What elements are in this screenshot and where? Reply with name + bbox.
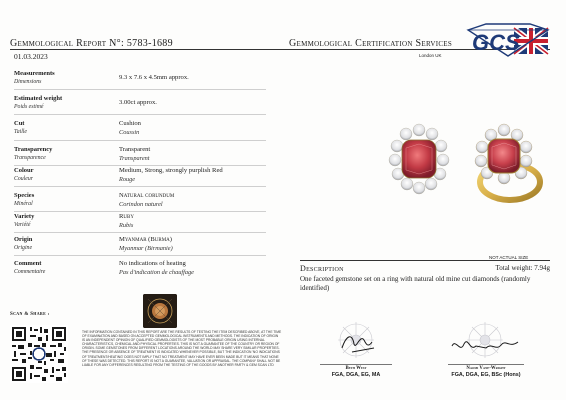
gcs-logo-icon bbox=[464, 22, 550, 58]
signature-line bbox=[320, 364, 392, 365]
field-label-fr: Commentaire bbox=[14, 269, 46, 275]
org-location: London UK bbox=[419, 53, 442, 58]
divider bbox=[14, 114, 266, 115]
field-value: No indications of heating bbox=[119, 260, 186, 267]
divider bbox=[14, 232, 266, 233]
field-label: Origin bbox=[14, 236, 33, 243]
qr-code-icon[interactable] bbox=[10, 325, 68, 383]
field-value: 3.00ct approx. bbox=[119, 99, 157, 106]
field-value-fr: Myanmar (Birmanie) bbox=[119, 245, 173, 252]
org-title: Gemmological Certification Services bbox=[289, 38, 453, 49]
field-label-fr: Minéral bbox=[14, 201, 33, 207]
signature-1-icon bbox=[316, 318, 396, 364]
description-title: Description bbox=[300, 264, 344, 273]
scan-share-label: Scan & Share › bbox=[10, 312, 50, 317]
svg-text:GCS: GCS bbox=[472, 30, 520, 55]
ring-top-view-image bbox=[384, 118, 454, 198]
field-label: Species bbox=[14, 192, 35, 199]
field-value: Ruby bbox=[119, 213, 134, 220]
security-hologram-icon bbox=[143, 294, 177, 328]
signatory-2-name: Naomi Vane-Wright bbox=[466, 366, 506, 371]
field-label-fr: Variété bbox=[14, 222, 31, 228]
field-value: Cushion bbox=[119, 120, 141, 127]
field-label: Cut bbox=[14, 120, 25, 127]
field-value: Natural corundum bbox=[119, 192, 175, 199]
field-label-fr: Origine bbox=[14, 245, 33, 251]
field-value-fr: Pas d'indication de chauffage bbox=[119, 269, 194, 276]
field-value: Medium, Strong, strongly purplish Red bbox=[119, 167, 223, 174]
divider bbox=[14, 165, 266, 166]
field-value: Myanmar (Burma) bbox=[119, 236, 172, 243]
description-text: One faceted gemstone set on a ring with natural old mine cut diamonds (randomly identified) bbox=[300, 275, 531, 292]
field-label: Estimated weight bbox=[14, 95, 63, 102]
field-label-fr: Couleur bbox=[14, 176, 34, 182]
field-value-fr: Rouge bbox=[119, 176, 136, 183]
field-label: Measurements bbox=[14, 70, 55, 77]
field-value: 9.3 x 7.6 x 4.5mm approx. bbox=[119, 74, 189, 81]
field-label-fr: Dimensions bbox=[14, 79, 42, 85]
total-weight: Total weight: 7.94g bbox=[495, 264, 550, 272]
field-value: Transparent bbox=[119, 146, 151, 153]
report-date: 01.03.2023 bbox=[14, 52, 48, 61]
field-label-fr: Taille bbox=[14, 129, 27, 135]
description-rule bbox=[300, 260, 550, 261]
not-actual-size-note: NOT ACTUAL SIZE bbox=[489, 255, 529, 260]
field-label: Comment bbox=[14, 260, 42, 267]
report-number: 5783-1689 bbox=[126, 38, 173, 49]
divider bbox=[14, 186, 266, 187]
divider bbox=[14, 89, 266, 90]
field-value-fr: Corindon naturel bbox=[119, 201, 163, 208]
divider bbox=[14, 255, 266, 256]
signatory-2-credentials: FGA, DGA, EG, BSc (Hons) bbox=[451, 372, 521, 378]
field-label: Transparency bbox=[14, 146, 53, 153]
divider bbox=[14, 211, 266, 212]
divider bbox=[14, 140, 266, 141]
field-label: Colour bbox=[14, 167, 34, 174]
field-value-fr: Coussin bbox=[119, 129, 140, 136]
field-label-fr: Poids estimé bbox=[14, 104, 44, 110]
disclaimer-text: THE INFORMATION CONTAINED IN THIS REPORT ARE THE RESULTS OF TESTING THE ITEM DESCRIBED ABOVE, AT THE TIME OF EXAMINATION AND BASED ON ACCEPTED GEMMOLOGICAL INSTRUMENTS AND METHODS. THE INDICATION OF ORIGIN IS AN INDEPENDENT OPINION OF QUALIFIED GEMMOLOGISTS OF THE MOST PROBABLE ORIGIN USING INTERNAL CHARACTERISTICS, CHEMICAL AND PHYSICAL PROPERTIES. THIS IS NOT A GUARANTEE OF THE COUNTRY OR REGION OF ORIGIN. SOME GEMSTONES FROM DIFFERENT LOCATIONS AROUND THE WORLD MAY SHARE VERY SIMILAR PROPERTIES. THE PRESENCE OR ABSENCE OF TREATMENT IS INDICATED WHENEVER POSSIBLE, BUT THE INDICATION 'NO INDICATIONS OF TREATMENT/HEATING' DOES NOT IMPLY THAT NO TREATMENT MAY HAVE EVER BEEN MADE BUT IT MEANS THAT NONE OF THESE WAS DETECTED. THIS REPORT IS NOT A GUARANTEE, VALUATION OR APPRAISAL. THE COMPANY SHALL NOT BE LIABLE FOR ANY DIFFERENCES RESULTING FROM THE TESTING OF THE GOODS BY ANOTHER PARTY & GEM SCAN LTD bbox=[82, 330, 282, 367]
field-value-fr: Rubis bbox=[119, 222, 134, 229]
signature-2-icon bbox=[440, 318, 530, 364]
ring-angle-view-image bbox=[468, 120, 546, 208]
share-icon: › bbox=[47, 312, 50, 317]
signature-line bbox=[448, 364, 524, 365]
field-label-fr: Transparence bbox=[14, 155, 46, 161]
field-label: Variety bbox=[14, 213, 35, 220]
report-title: Gemmological Report N°: 5783-1689 bbox=[10, 38, 173, 49]
signatory-1-name: Beth West bbox=[345, 366, 367, 371]
field-value-fr: Transparent bbox=[119, 155, 150, 162]
signatory-1-credentials: FGA, DGA, EG, MA bbox=[331, 372, 381, 378]
